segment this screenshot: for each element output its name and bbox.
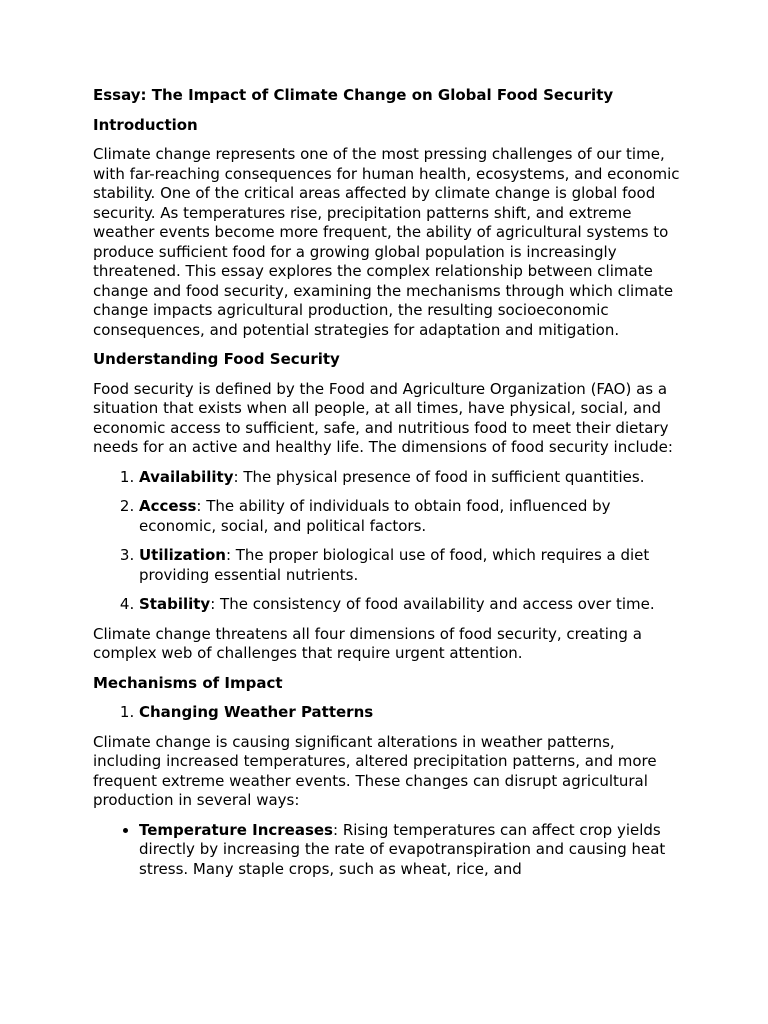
list-item: [139, 821, 683, 880]
food-security-heading: Understanding Food Security: [93, 350, 340, 368]
list-item: [139, 468, 683, 488]
dimension-term: Access: [139, 497, 197, 515]
list-item: [139, 497, 683, 536]
list-item: [139, 546, 683, 585]
dimension-desc: : The physical presence of food in sufficient quantities.: [233, 467, 645, 486]
list-item: [139, 595, 683, 615]
mechanism-subheading: Changing Weather Patterns: [139, 703, 374, 721]
bullet-desc: : Rising temperatures can affect crop yields directly by increasing the rate of evapotranspiration and causing heat stress. Many staple crops, such as wheat, rice, and: [139, 820, 666, 878]
introduction-heading: Introduction: [93, 115, 198, 134]
mechanisms-heading: Mechanisms of Impact: [93, 673, 283, 692]
food-security-paragraph: Food security is defined by the Food and Agriculture Organization (FAO) as a situation that exists when all people, at all times, have physical, social, and economic access to sufficient, safe, and nutritious food to meet their dietary needs for an active and healthy life. The dimensions of food security include:: [93, 379, 673, 456]
document-page: [93, 86, 683, 889]
dimension-desc: : The ability of individuals to obtain food, influenced by economic, social, and political factors.: [139, 497, 611, 535]
mechanisms-list: [93, 703, 683, 723]
dimension-term: Availability: [139, 467, 234, 486]
dimension-term: Stability: [139, 595, 211, 613]
essay-title: Essay: The Impact of Climate Change on Global Food Security: [93, 86, 614, 104]
food-security-closing: Climate change threatens all four dimensions of food security, creating a complex web of challenges that require urgent attention.: [93, 624, 642, 662]
dimension-term: Utilization: [139, 546, 226, 564]
impact-bullet-list: [93, 821, 683, 880]
list-item: [139, 703, 683, 723]
dimension-desc: : The consistency of food availability and access over time.: [210, 595, 655, 613]
bullet-term: Temperature Increases: [139, 820, 333, 839]
introduction-paragraph: Climate change represents one of the most pressing challenges of our time, with far-reaching consequences for human health, ecosystems, and economic stability. One of the critical areas affected by climate change is global food security. As temperatures rise, precipitation patterns shift, and extreme weather events become more frequent, the ability of agricultural systems to produce sufficient food for a growing global population is increasingly threatened. This essay explores the complex relationship between climate change and food security, examining the mechanisms through which climate change impacts agricultural production, the resulting socioeconomic consequences, and potential strategies for adaptation and mitigation.: [93, 145, 680, 339]
dimension-desc: : The proper biological use of food, which requires a diet providing essential nutrients.: [139, 546, 650, 584]
dimensions-list: [93, 468, 683, 615]
mechanisms-paragraph: Climate change is causing significant alterations in weather patterns, including increased temperatures, altered precipitation patterns, and more frequent extreme weather events. These changes can disrupt agricultural production in several ways:: [93, 732, 657, 809]
